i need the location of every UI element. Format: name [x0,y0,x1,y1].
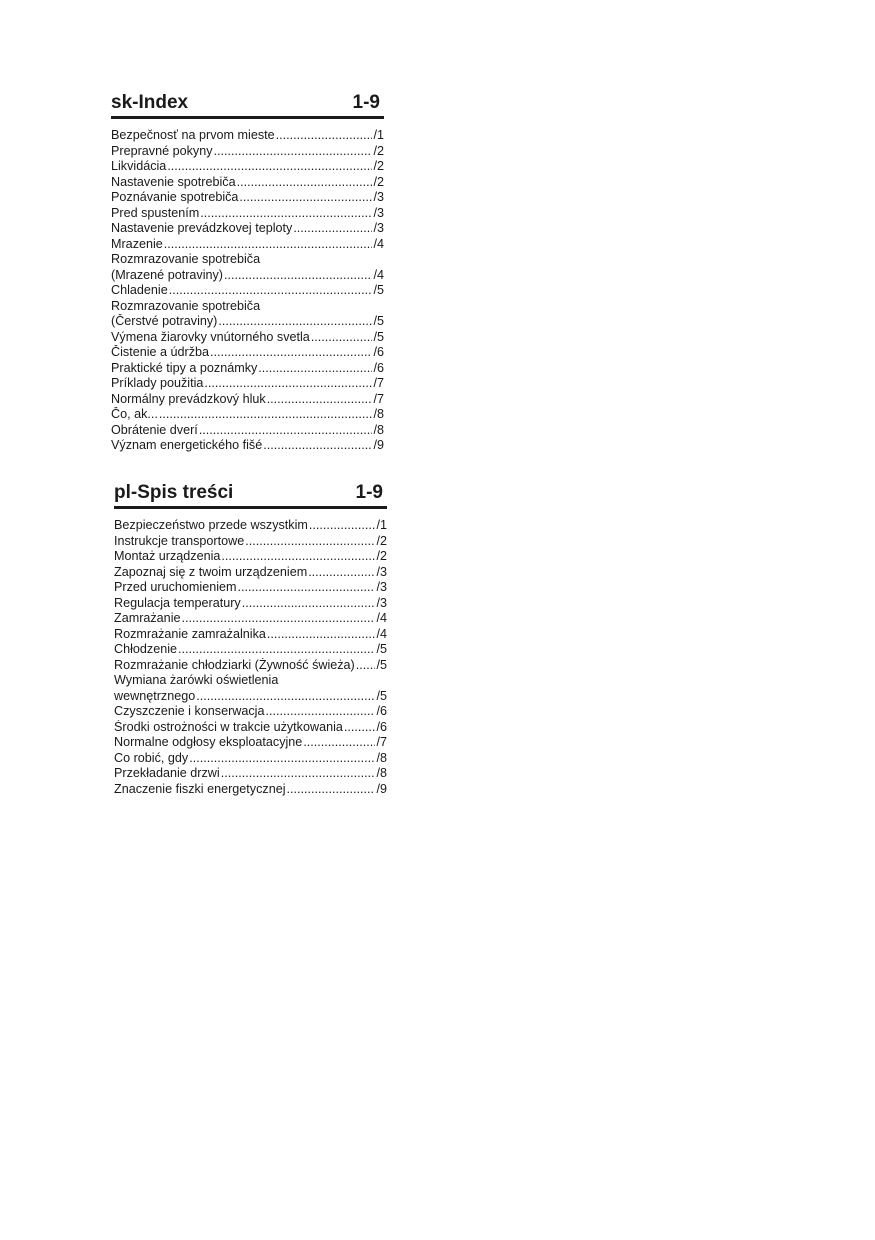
toc-dot-leader [178,642,375,658]
toc-entry [114,549,387,565]
toc-entry-title: Čo, ak... [111,407,158,421]
toc-dot-leader [167,159,372,175]
toc-entry-page: /8 [376,766,387,780]
toc-dot-leader [164,237,373,253]
toc-entry [114,658,387,674]
toc-entry-page: /6 [376,704,387,718]
toc-entry-page: /9 [376,781,387,796]
toc-entry-title: Normalne odgłosy eksploatacyjne [114,735,303,749]
toc-entry [114,704,387,720]
toc-entry-title: Pred spustením [111,205,200,220]
toc-entry [111,361,384,377]
toc-entry-page: /6 [373,360,384,375]
toc-dot-leader [263,438,372,454]
section-page-range: 1-9 [355,482,383,503]
toc-entry [111,392,384,408]
toc-entry-title: wewnętrznego [114,688,196,703]
toc-entry-title: Bezpieczeństwo przede wszystkim [114,518,308,532]
toc-entry-page: /2 [373,159,384,173]
toc-entry-title: Rozmrażanie chłodziarki (Żywność świeża) [114,657,355,672]
toc-entry [111,376,384,392]
toc-entry-page: /3 [376,595,387,610]
toc-dot-leader [265,704,375,720]
toc-entry [114,673,387,689]
toc-entry-page: /3 [373,205,384,220]
toc-entry [114,766,387,782]
toc-entry [114,642,387,658]
toc-dot-leader [199,423,373,439]
toc-entry [111,144,384,160]
toc-entry [111,283,384,299]
toc-entry [114,611,387,627]
toc-entry-page: /5 [376,657,387,672]
toc-entry-title: Poznávanie spotrebiča [111,190,239,204]
toc-entry-title: Przekładanie drzwi [114,766,220,780]
toc-entry-page: /9 [373,438,384,452]
toc-entry [111,221,384,237]
toc-dot-leader [309,518,376,534]
toc-entry-page: /6 [373,345,384,359]
toc-dot-leader [267,392,373,408]
toc-entry-page: /3 [373,190,384,204]
toc-entry [114,627,387,643]
toc-entry-title: (Mrazené potraviny) [111,267,223,282]
toc-entry-page: /8 [373,407,384,421]
section-page-range: 1-9 [352,92,380,113]
toc-entry-page: /2 [376,549,387,563]
toc-dot-leader [221,766,376,782]
toc-section-sk [111,92,384,454]
toc-section-pl [114,482,387,797]
toc-dot-leader [287,782,376,798]
toc-dot-leader [356,658,376,674]
toc-dot-leader [182,611,376,627]
toc-entry-title: Wymiana żarówki oświetlenia [114,673,279,687]
toc-dot-leader [218,314,372,330]
toc-entry-title: Čistenie a údržba [111,345,210,359]
toc-entry [114,534,387,550]
toc-dot-leader [196,689,375,705]
toc-entry-title: Nastavenie spotrebiča [111,174,236,189]
toc-entry-page: /5 [376,688,387,703]
toc-dot-leader [210,345,372,361]
toc-entry-title: Montaż urządzenia [114,549,221,563]
toc-entry-title: Znaczenie fiszki energetycznej [114,781,286,796]
toc-entry-page: /6 [376,719,387,734]
section-heading [111,92,384,114]
toc-entry [114,720,387,736]
toc-entry [111,159,384,175]
toc-entry-page: /4 [373,236,384,251]
toc-entry-title: Nastavenie prevádzkovej teploty [111,221,293,235]
toc-entry-title: (Čerstvé potraviny) [111,314,218,328]
toc-entry-page: /4 [376,611,387,625]
toc-entry-title: Regulacja temperatury [114,595,241,610]
toc-dot-leader [267,627,376,643]
toc-entry-page: /3 [373,221,384,235]
toc-entry [111,190,384,206]
toc-entry-page: /5 [373,314,384,328]
toc-entry-title: Príklady použitia [111,376,204,390]
section-title: sk-Index [111,92,189,113]
toc-entry [111,206,384,222]
toc-entry-title: Czyszczenie i konserwacja [114,704,265,718]
toc-entry-title: Praktické tipy a poznámky [111,360,258,375]
toc-list [114,518,387,797]
toc-entry-title: Výmena žiarovky vnútorného svetla [111,329,310,344]
toc-entry-page: /8 [373,422,384,437]
toc-entry [111,299,384,315]
toc-entry [114,782,387,798]
toc-dot-leader [214,144,373,160]
toc-dot-leader [276,128,373,144]
toc-entry [111,252,384,268]
toc-entry-page: /3 [376,564,387,579]
toc-dot-leader [239,190,372,206]
toc-dot-leader [159,407,373,423]
toc-entry-title: Co robić, gdy [114,750,189,765]
toc-entry-page: /5 [373,283,384,297]
toc-entry-title: Mrazenie [111,236,163,251]
toc-entry [111,268,384,284]
toc-entry-page: /7 [376,735,387,749]
toc-dot-leader [169,283,373,299]
toc-dot-leader [204,376,372,392]
toc-entry-page: /2 [373,143,384,158]
toc-entry [114,689,387,705]
heading-rule [114,506,387,509]
toc-entry-title: Normálny prevádzkový hluk [111,391,266,406]
toc-dot-leader [258,361,372,377]
toc-dot-leader [238,580,376,596]
toc-entry-title: Bezpečnosť na prvom mieste [111,128,275,142]
toc-dot-leader [344,720,376,736]
toc-entry-title: Zapoznaj się z twoim urządzeniem [114,564,308,579]
toc-list [111,128,384,454]
toc-dot-leader [245,534,375,550]
toc-entry-title: Instrukcje transportowe [114,533,245,548]
toc-dot-leader [303,735,375,751]
toc-entry [111,345,384,361]
section-title: pl-Spis treści [114,482,234,503]
toc-entry [114,735,387,751]
section-heading [114,482,387,504]
toc-entry-title: Prepravné pokyny [111,143,213,158]
toc-dot-leader [237,175,373,191]
toc-entry [114,751,387,767]
toc-entry-page: /1 [376,518,387,532]
toc-entry [114,596,387,612]
toc-dot-leader [308,565,375,581]
toc-entry-title: Rozmrazovanie spotrebiča [111,252,261,266]
toc-entry [111,438,384,454]
toc-dot-leader [242,596,376,612]
toc-entry [111,423,384,439]
toc-entry-page: /2 [373,174,384,189]
toc-entry-page: /1 [373,128,384,142]
toc-dot-leader [221,549,375,565]
toc-entry-title: Význam energetického fišé [111,438,263,452]
toc-dot-leader [200,206,372,222]
toc-entry-title: Środki ostrożności w trakcie użytkowania [114,719,343,734]
toc-entry [111,314,384,330]
toc-entry-title: Zamrażanie [114,611,181,625]
toc-entry [114,565,387,581]
toc-entry [111,330,384,346]
toc-entry-page: /7 [373,391,384,406]
toc-entry-title: Chłodzenie [114,642,178,656]
toc-dot-leader [189,751,375,767]
toc-entry [111,237,384,253]
toc-entry-page: /5 [373,329,384,344]
toc-entry-page: /4 [376,626,387,641]
toc-entry [111,407,384,423]
toc-entry-title: Chladenie [111,283,168,297]
toc-entry-page: /8 [376,750,387,765]
heading-rule [111,116,384,119]
toc-entry-page: /4 [373,267,384,282]
toc-entry-page: /2 [376,533,387,548]
toc-dot-leader [311,330,373,346]
toc-entry-title: Likvidácia [111,159,167,173]
toc-entry-title: Obrátenie dverí [111,422,198,437]
toc-entry [111,128,384,144]
toc-entry [114,518,387,534]
toc-entry-page: /7 [373,376,384,390]
toc-entry-title: Rozmrazovanie spotrebiča [111,298,261,313]
toc-entry [114,580,387,596]
toc-entry-title: Rozmrażanie zamrażalnika [114,626,266,641]
toc-entry-page: /3 [376,580,387,594]
toc-dot-leader [224,268,372,284]
toc-entry-title: Przed uruchomieniem [114,580,237,594]
toc-entry [111,175,384,191]
toc-entry-page: /5 [376,642,387,656]
toc-dot-leader [293,221,372,237]
